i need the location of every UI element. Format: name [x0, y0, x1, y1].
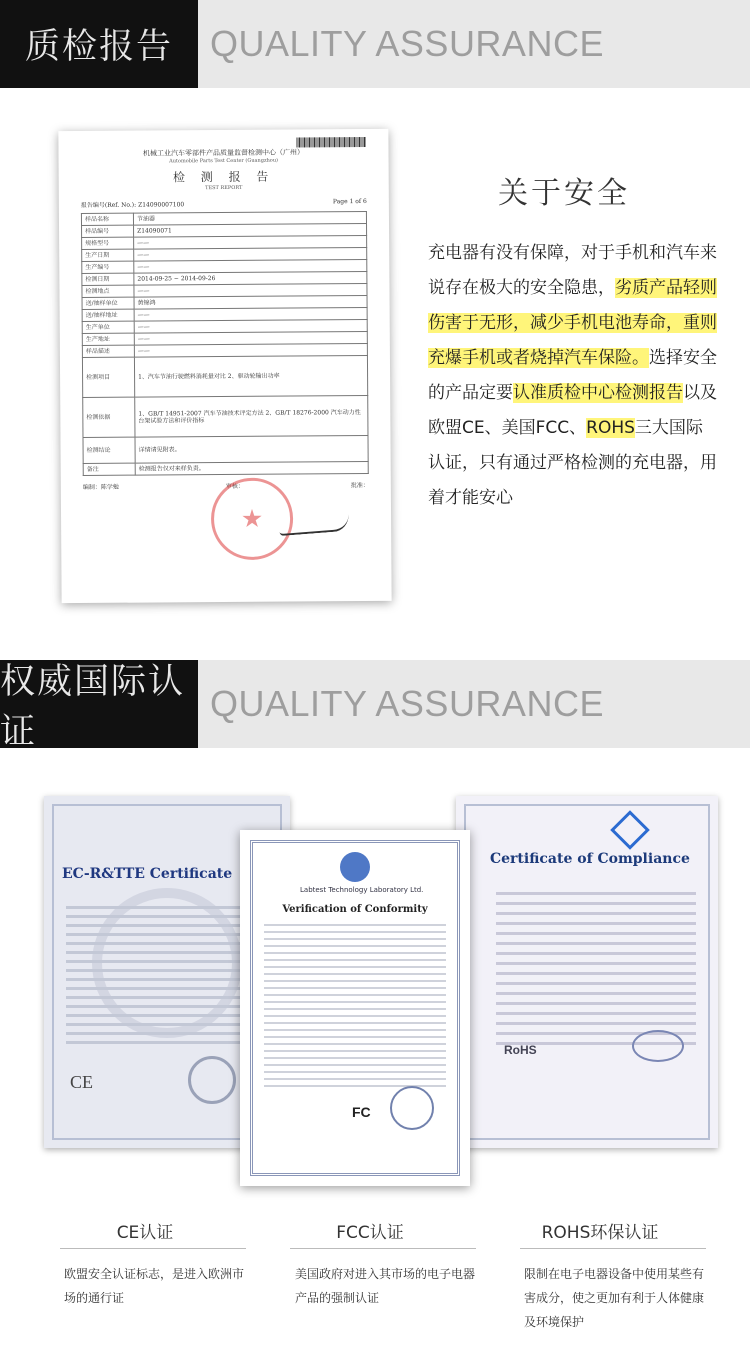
- report-title-en: TEST REPORT: [205, 184, 243, 192]
- table-row: 生产编号 ——: [82, 260, 367, 274]
- description-fcc: 美国政府对进入其市场的电子电器产品的强制认证: [295, 1267, 476, 1305]
- fcc-certificate-title: Verification of Conformity: [282, 904, 428, 915]
- section-title-cn: 权威国际认证: [0, 662, 186, 752]
- fcc-mark-icon: FC: [352, 1104, 371, 1120]
- highlight-text: 劣质产品轻则伤害于无形，减少手机电池寿命，重则充爆手机或者烧掉汽车保险。: [428, 278, 717, 368]
- safety-title: 关于安全: [498, 176, 630, 211]
- rohs-mark-icon: RoHS: [504, 1043, 537, 1057]
- barcode-icon: [296, 137, 366, 147]
- report-title: 检 测 报 告: [172, 169, 275, 185]
- table-row: 检测日期 2014-09-25 ~ 2014-09-26: [82, 272, 367, 286]
- seal-icon: [390, 1086, 434, 1130]
- divider: [60, 1248, 246, 1249]
- table-row: 样品名称 节油器: [81, 212, 366, 226]
- table-row: 规格型号 ——: [82, 236, 367, 250]
- table-row: 送/抽样地址 ——: [82, 308, 367, 322]
- report-page: Page 1 of 6: [332, 198, 367, 206]
- table-row: 生产日期 ——: [82, 248, 367, 262]
- table-row: 生产单位 ——: [82, 320, 367, 334]
- official-stamp-icon: [211, 478, 294, 561]
- fcc-certificate-image: [240, 830, 470, 1186]
- table-row: 生产地址 ——: [82, 332, 367, 346]
- table-row: 样品编号 Z14090071: [82, 224, 367, 238]
- safety-text: 充电器有没有保障，对于手机和汽车来说存在极大的安全隐患，劣质产品轻则伤害于无形，减少手机电池寿命，重则充爆手机或者烧掉汽车保险。选择安全的产品定要认准质检中心检测报告以及欧盟CE、美国FCC、ROHS三大国际认证，只有通过严格检测的充电器，用着才能安心: [428, 243, 717, 508]
- report-table: [81, 211, 369, 476]
- caption-ce: CE认证: [116, 1223, 174, 1243]
- section-title-cn: 质检报告: [24, 27, 173, 67]
- report-org: 机械工业汽车零部件产品质量监督检测中心（广州）: [142, 148, 305, 158]
- section-title-en: QUALITY ASSURANCE: [210, 23, 604, 64]
- test-report-image: [58, 129, 391, 603]
- table-row: 检测结论 详情请见附表。: [83, 436, 368, 464]
- section-title-en: QUALITY ASSURANCE: [210, 683, 604, 724]
- seal-icon: [188, 1056, 236, 1104]
- report-signatures: 编制：陈学勉 审核： 批准：: [82, 481, 369, 491]
- rohs-certificate-title: Certificate of Compliance: [490, 851, 690, 867]
- caption-rohs: ROHS环保认证: [541, 1223, 659, 1243]
- caption-fcc: FCC认证: [336, 1223, 404, 1243]
- rohs-certificate-image: [456, 796, 718, 1148]
- report-no-label: 报告编号(Ref. No.):: [80, 201, 137, 210]
- table-row: 检测依据 1、GB/T 14951-2007 汽车节油技术评定方法 2、GB/T 18276-2000 汽车动力性台架试验方法和评价指标: [83, 396, 368, 438]
- lab-name: Labtest Technology Laboratory Ltd.: [300, 886, 424, 894]
- section-header-quality: [0, 0, 750, 88]
- ce-certificate-title: EC-R&TTE Certificate: [62, 866, 233, 882]
- highlight-text: 认准质检中心检测报告: [513, 383, 683, 403]
- seal-icon: [632, 1030, 684, 1062]
- report-org-en: Automobile Parts Test Center (Guangzhou): [169, 157, 279, 165]
- table-row: 样品描述 ——: [82, 344, 367, 358]
- divider: [290, 1248, 476, 1249]
- section-header-certification: [0, 660, 750, 752]
- table-row: 送/抽样单位 黄锦鸿: [82, 296, 367, 310]
- lab-logo-icon: [340, 852, 370, 882]
- ce-mark-icon: CE: [70, 1072, 94, 1092]
- highlight-text: ROHS: [586, 418, 635, 438]
- table-row: 备注 检测报告仅对来样负责。: [83, 462, 368, 476]
- table-row: 检测项目 1、汽车节油行驶燃料消耗量对比 2、驱动轮输出功率: [82, 356, 367, 398]
- description-rohs: 限制在电子电器设备中使用某些有害成分，使之更加有利于人体健康及环境保护: [524, 1267, 705, 1329]
- table-row: 检测地点 ——: [82, 284, 367, 298]
- report-no: Z14090007100: [138, 201, 185, 209]
- description-ce: 欧盟安全认证标志，是进入欧洲市场的通行证: [64, 1267, 245, 1305]
- divider: [520, 1248, 706, 1249]
